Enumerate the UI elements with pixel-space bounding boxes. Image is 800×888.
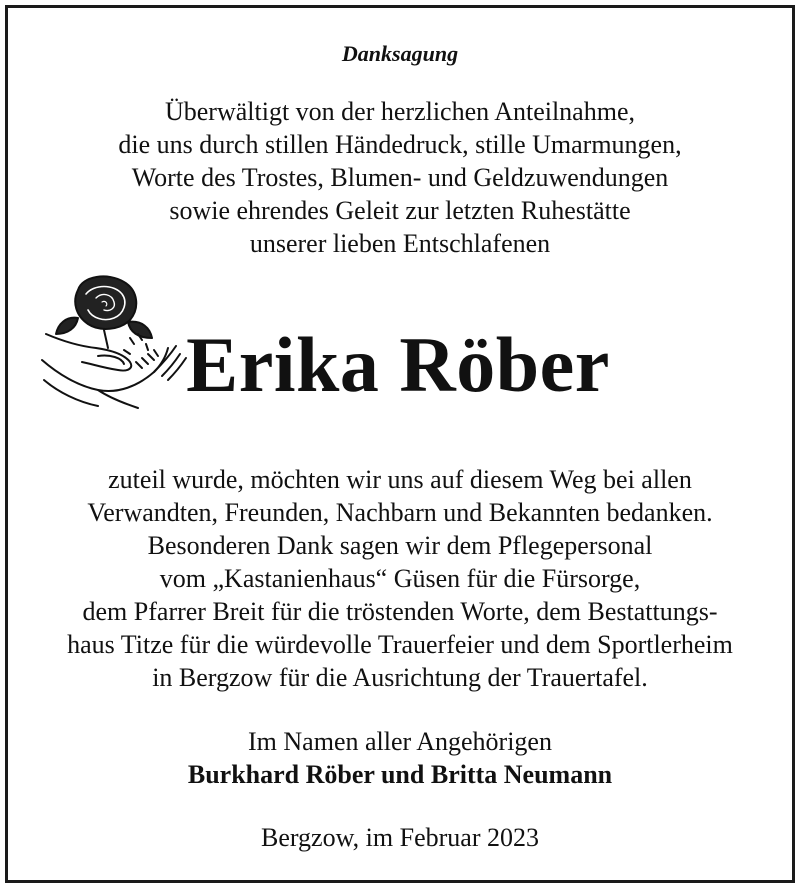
closing-line: Im Namen aller Angehörigen [248, 727, 552, 756]
deceased-name: Erika Röber [186, 321, 610, 408]
body-line-4: vom „Kastanienhaus“ Güsen für die Fürsorge, [159, 564, 641, 593]
intro-line-3: Worte des Trostes, Blumen- und Geldzuwendungen [131, 163, 669, 192]
body-line-1: zuteil wurde, möchten wir uns auf diesem Weg bei allen [108, 465, 692, 494]
rose-in-hands-icon [38, 268, 198, 420]
signers: Burkhard Röber und Britta Neumann [187, 760, 613, 789]
intro-line-4: sowie ehrendes Geleit zur letzten Ruhestätte [169, 196, 631, 225]
notice-heading: Danksagung [341, 41, 459, 66]
intro-line-5: unserer lieben Entschlafenen [249, 229, 551, 258]
body-line-6: haus Titze für die würdevolle Trauerfeier und dem Sportlerheim [67, 630, 733, 659]
body-line-7: in Bergzow für die Ausrichtung der Trauertafel. [152, 663, 648, 692]
body-line-2: Verwandten, Freunden, Nachbarn und Bekannten bedanken. [87, 498, 713, 527]
intro-line-1: Überwältigt von der herzlichen Anteilnahme, [164, 97, 635, 126]
body-line-3: Besonderen Dank sagen wir dem Pflegepersonal [147, 531, 653, 560]
intro-line-2: die uns durch stillen Händedruck, stille Umarmungen, [118, 130, 682, 159]
notice-frame [5, 5, 795, 883]
body-line-5: dem Pfarrer Breit für die tröstenden Worte, dem Bestattungs- [82, 597, 718, 626]
place-date: Bergzow, im Februar 2023 [260, 823, 539, 852]
